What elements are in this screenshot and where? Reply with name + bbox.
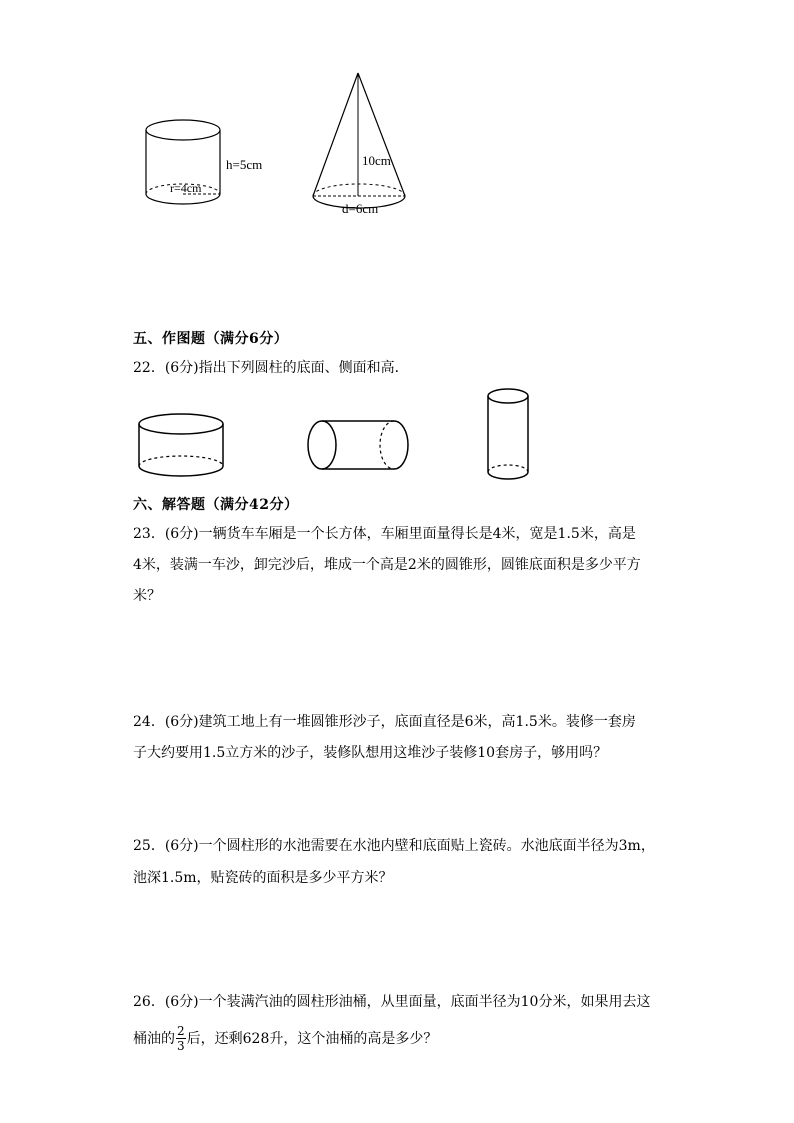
question-22: 22．(6分)指出下列圆柱的底面、侧面和高． (133, 360, 409, 376)
cylinder-tall-figure (484, 386, 532, 484)
cone-height-label: 10cm (362, 153, 391, 168)
cylinder-upright-figure (136, 412, 228, 480)
section6-title: 六、解答题（满分42分） (133, 497, 299, 513)
cylinder-radius-label: r=4cm (170, 181, 202, 195)
fraction-denominator: 3 (177, 1038, 185, 1053)
fraction-two-thirds (176, 1025, 186, 1052)
fraction-numerator: 2 (177, 1023, 185, 1038)
question-24-line1: 24．(6分)建筑工地上有一堆圆锥形沙子，底面直径是6米，高1.5米。装修一套房 (133, 714, 636, 730)
cylinder-horizontal-figure (304, 416, 414, 474)
cone-diameter-label: d=6cm (342, 201, 379, 216)
question-26-line1: 26．(6分)一个装满汽油的圆柱形油桶，从里面量，底面半径为10分米，如果用去这 (133, 994, 651, 1010)
question-26-line2-post: 后，还剩628升，这个油桶的高是多少？ (186, 1031, 438, 1047)
question-25-line1: 25．(6分)一个圆柱形的水池需要在水池内壁和底面贴上瓷砖。水池底面半径为3m， (133, 838, 655, 854)
question-23-line3: 米？ (133, 588, 161, 604)
question-23-line2: 4米，装满一车沙，卸完沙后，堆成一个高是2米的圆锥形，圆锥底面积是多少平方 (133, 557, 641, 573)
cone-figure (310, 70, 410, 216)
question-24-line2: 子大约要用1.5立方米的沙子，装修队想用这堆沙子装修10套房子，够用吗？ (133, 745, 608, 761)
question-26-line2 (133, 1024, 437, 1054)
question-26-line2-pre: 桶油的 (133, 1031, 175, 1047)
question-25-line2: 池深1.5m，贴瓷砖的面积是多少平方米？ (133, 870, 393, 886)
cylinder-height-label: h=5cm (226, 157, 263, 172)
section5-title: 五、作图题（满分6分） (133, 331, 289, 347)
question-23-line1: 23．(6分)一辆货车车厢是一个长方体，车厢里面量得长是4米，宽是1.5米，高是 (133, 526, 636, 542)
